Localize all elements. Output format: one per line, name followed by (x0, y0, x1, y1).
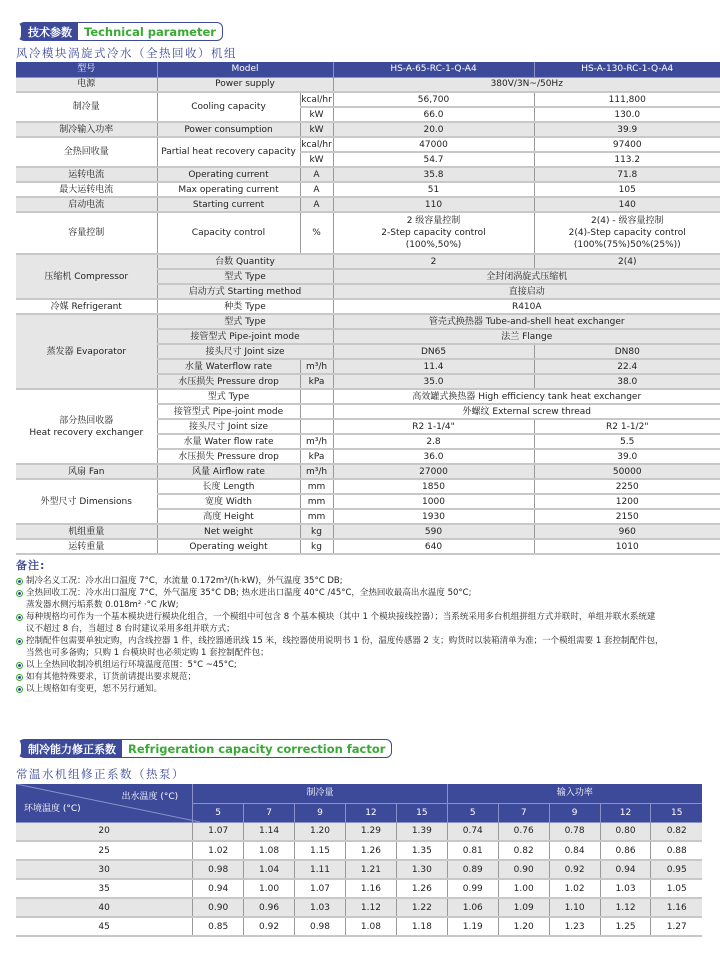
row-label: 接管型式 Pipe-joint mode (157, 404, 300, 419)
cooling-factor-cell: 1.11 (295, 860, 346, 879)
cell-value: 11.4 (333, 359, 534, 374)
cooling-factor-cell: 1.02 (193, 841, 244, 860)
ambient-temp-cell: 45 (16, 917, 193, 936)
row-label: 长度 Length (157, 479, 300, 494)
cell-value: 39.0 (534, 449, 720, 464)
cell-value: 高效罐式换热器 High efficiency tank heat exchanger (333, 389, 720, 404)
group-label-heat-exchanger: 部分热回收器 Heat recovery exchanger (16, 389, 157, 464)
cell-unit: mm (300, 494, 333, 509)
table-row (16, 917, 702, 936)
table-row (16, 464, 720, 479)
row-label-cn: 机组重量 (16, 524, 157, 539)
cooling-factor-cell: 1.39 (396, 822, 447, 841)
cooling-factor-cell: 0.92 (244, 917, 295, 936)
temp-header: 7 (498, 803, 549, 822)
row-label: 启动方式 Starting method (157, 284, 333, 299)
row-label: 风量 Airflow rate (157, 464, 300, 479)
table-row (16, 879, 702, 898)
note-text: 以上规格如有变更，恕不另行通知。 (26, 684, 163, 694)
row-label: 台数 Quantity (157, 254, 333, 269)
cell-value: 38.0 (534, 374, 720, 389)
power-factor-cell: 1.25 (600, 917, 651, 936)
cell-value: 110 (333, 197, 534, 212)
row-label-en: Max operating current (157, 182, 300, 197)
cell-value: 管壳式换热器 Tube-and-shell heat exchanger (333, 314, 720, 329)
cell-value: 35.0 (333, 374, 534, 389)
cell-unit: kPa (300, 374, 333, 389)
cooling-factor-cell: 1.20 (295, 822, 346, 841)
table-row (16, 314, 720, 329)
bullet-icon (16, 638, 23, 645)
note-text: 全热回收工况：冷水出口温度 7°C，外气温度 35°C DB; 热水进出口温度 40°C /45°C，全热回收最高出水温度 50°C; (26, 588, 472, 598)
row-label-cn: 电源 (16, 77, 157, 92)
cell-value: 130.0 (534, 107, 720, 122)
power-factor-cell: 1.16 (651, 898, 702, 917)
cell-value: 20.0 (333, 122, 534, 137)
spec-table (16, 62, 720, 555)
cell-value: 直接启动 (333, 284, 720, 299)
row-label-en: Operating current (157, 167, 300, 182)
power-factor-cell: 1.23 (549, 917, 600, 936)
cooling-factor-cell: 1.22 (396, 898, 447, 917)
group-header: 制冷量 (193, 784, 448, 803)
power-factor-cell: 0.86 (600, 841, 651, 860)
table-row (16, 539, 720, 554)
power-factor-cell: 0.88 (651, 841, 702, 860)
cell-value: 56,700 (333, 92, 534, 107)
cell-value: 1930 (333, 509, 534, 524)
section-badge-technical (16, 22, 223, 41)
row-label: 水量 Waterflow rate (157, 359, 300, 374)
note-item (16, 599, 716, 611)
temp-header: 15 (396, 803, 447, 822)
row-label-cn: 运转电流 (16, 167, 157, 182)
cell-value: 外螺纹 External screw thread (333, 404, 720, 419)
cooling-factor-cell: 0.98 (295, 917, 346, 936)
note-text: 控制配件包需要单独定购，内含线控器 1 件，线控器通讯线 15 米，线控器使用说明书 1 份，温度传感器 2 支；购货时以装箱清单为准；一个模组需要 1 套控制配件包， (26, 636, 664, 646)
cooling-factor-cell: 1.00 (244, 879, 295, 898)
cell-unit: mm (300, 479, 333, 494)
row-label-en: Capacity control (157, 212, 300, 254)
row-label: 型式 Type (157, 389, 300, 404)
table-row (16, 479, 720, 494)
row-label: 水压损失 Pressure drop (157, 374, 300, 389)
power-factor-cell: 1.27 (651, 917, 702, 936)
row-label-cn: 制冷输入功率 (16, 122, 157, 137)
cell-value: 113.2 (534, 152, 720, 167)
cell-value: 2250 (534, 479, 720, 494)
table-row (16, 92, 720, 107)
cell-value: 2.8 (333, 434, 534, 449)
cooling-factor-cell: 1.16 (345, 879, 396, 898)
table-row (16, 524, 720, 539)
cooling-factor-cell: 1.18 (396, 917, 447, 936)
table-row (16, 122, 720, 137)
cell-unit: m³/h (300, 434, 333, 449)
table-row (16, 212, 720, 254)
row-label-en: Cooling capacity (157, 92, 300, 122)
cell-value: 960 (534, 524, 720, 539)
table-row (16, 77, 720, 92)
temp-header: 15 (651, 803, 702, 822)
row-label: 接管型式 Pipe-joint mode (157, 329, 333, 344)
power-factor-cell: 0.95 (651, 860, 702, 879)
row-label-en: Operating weight (157, 539, 300, 554)
correction-table (16, 784, 702, 937)
cell-value: 1010 (534, 539, 720, 554)
cell-unit: kPa (300, 449, 333, 464)
power-factor-cell: 0.99 (447, 879, 498, 898)
row-label: 水量 Water flow rate (157, 434, 300, 449)
ambient-temp-cell: 35 (16, 879, 193, 898)
table-row (16, 860, 702, 879)
cell-value: DN80 (534, 344, 720, 359)
cell-unit: kg (300, 524, 333, 539)
cell-value: 1850 (333, 479, 534, 494)
row-label: 接头尺寸 Joint size (157, 344, 333, 359)
cell-value: 22.4 (534, 359, 720, 374)
cell-unit: m³/h (300, 359, 333, 374)
corner-bottom-label: 环境温度 (°C) (24, 803, 81, 814)
cell-value: 27000 (333, 464, 534, 479)
cooling-factor-cell: 0.90 (193, 898, 244, 917)
row-label-en: Power supply (157, 77, 333, 92)
cell-unit: A (300, 197, 333, 212)
note-item (16, 623, 716, 635)
cooling-factor-cell: 1.35 (396, 841, 447, 860)
row-label: 宽度 Width (157, 494, 300, 509)
row-label: 高度 Height (157, 509, 300, 524)
row-label-cn: 启动电流 (16, 197, 157, 212)
cell-value: 35.8 (333, 167, 534, 182)
badge-en: Technical parameter (78, 22, 223, 41)
cell-value: 640 (333, 539, 534, 554)
cell-value: R410A (333, 299, 720, 314)
group-header: 输入功率 (447, 784, 702, 803)
power-factor-cell: 1.09 (498, 898, 549, 917)
cooling-factor-cell: 0.96 (244, 898, 295, 917)
cell-unit: kW (300, 152, 333, 167)
cell-value: 590 (333, 524, 534, 539)
cell-value: 2(4) (534, 254, 720, 269)
group-label-evaporator: 蒸发器 Evaporator (16, 314, 157, 389)
badge-cn: 制冷能力修正系数 (16, 739, 122, 758)
power-factor-cell: 0.74 (447, 822, 498, 841)
row-label: 型式 Type (157, 314, 333, 329)
note-text: 如有其他特殊要求，订货前请提出要求规范； (26, 672, 197, 682)
cell-value: DN65 (333, 344, 534, 359)
power-factor-cell: 1.02 (549, 879, 600, 898)
cooling-factor-cell: 1.12 (345, 898, 396, 917)
note-item (16, 683, 716, 695)
bullet-icon (16, 614, 23, 621)
note-item (16, 659, 716, 671)
power-factor-cell: 0.92 (549, 860, 600, 879)
table-row (16, 841, 702, 860)
group-label-fan: 风扇 Fan (16, 464, 157, 479)
note-text: 蒸发器水侧污垢系数 0.018m² ·°C /kW; (26, 600, 179, 610)
row-label: 水压损失 Pressure drop (157, 449, 300, 464)
table-row (16, 822, 702, 841)
power-factor-cell: 0.94 (600, 860, 651, 879)
cooling-factor-cell: 1.08 (345, 917, 396, 936)
row-label-en: Net weight (157, 524, 300, 539)
cooling-factor-cell: 1.26 (396, 879, 447, 898)
cell-value: 39.9 (534, 122, 720, 137)
cooling-factor-cell: 1.21 (345, 860, 396, 879)
temp-header: 9 (549, 803, 600, 822)
corner-top-label: 出水温度 (°C) (121, 791, 179, 802)
note-item (16, 635, 716, 647)
cell-value: 66.0 (333, 107, 534, 122)
cell-value: 2150 (534, 509, 720, 524)
cell-value: 97400 (534, 137, 720, 152)
cell-unit: kcal/hr (300, 137, 333, 152)
power-factor-cell: 0.78 (549, 822, 600, 841)
corner-header (16, 784, 193, 822)
cell-value: 54.7 (333, 152, 534, 167)
note-text: 制冷名义工况：冷水出口温度 7°C，水流量 0.172m³/(h·kW)，外气温度 35°C DB; (26, 576, 343, 586)
table-row (16, 182, 720, 197)
note-text: 每种规格均可作为一个基本模块进行模块化组合，一个模组中可包含 8 个基本模块（其中 1 个模块接线控器）；当系统采用多台机组拼组方式并联时，单组并联水系统建 (26, 612, 656, 622)
row-label: 接头尺寸 Joint size (157, 419, 300, 434)
table-row (16, 254, 720, 269)
header-model-2: HS-A-130-RC-1-Q-A4 (534, 62, 720, 77)
row-label-cn: 运转重量 (16, 539, 157, 554)
cell-value: R2 1-1/2" (534, 419, 720, 434)
cooling-factor-cell: 1.08 (244, 841, 295, 860)
bullet-icon (16, 674, 23, 681)
power-factor-cell: 0.80 (600, 822, 651, 841)
note-item (16, 587, 716, 599)
ambient-temp-cell: 30 (16, 860, 193, 879)
ambient-temp-cell: 25 (16, 841, 193, 860)
notes (16, 560, 716, 695)
cooling-factor-cell: 0.94 (193, 879, 244, 898)
row-label-en: Partial heat recovery capacity (157, 137, 300, 167)
cell-value: 51 (333, 182, 534, 197)
note-text: 议不超过 8 台，当超过 8 台时建议采用多组并联方式； (26, 624, 235, 634)
cell-value: R2 1-1/4" (333, 419, 534, 434)
table-row (16, 137, 720, 152)
temp-header: 5 (447, 803, 498, 822)
header-model-cn: 型号 (16, 62, 157, 77)
power-factor-cell: 0.90 (498, 860, 549, 879)
power-factor-cell: 1.12 (600, 898, 651, 917)
cell-value: 2(4) - 级容量控制 2(4)-Step capacity control (100%(75%)50%(25%)) (534, 212, 720, 254)
notes-title: 备注: (16, 559, 46, 572)
cell-value: 36.0 (333, 449, 534, 464)
power-factor-cell: 1.05 (651, 879, 702, 898)
row-label-cn: 容量控制 (16, 212, 157, 254)
note-text: 以上全热回收制冷机组运行环境温度范围：5°C ~45°C; (26, 660, 237, 670)
header-model-1: HS-A-65-RC-1-Q-A4 (333, 62, 534, 77)
cooling-factor-cell: 1.04 (244, 860, 295, 879)
cell-unit: m³/h (300, 464, 333, 479)
power-factor-cell: 1.20 (498, 917, 549, 936)
row-label-cn: 最大运转电流 (16, 182, 157, 197)
power-factor-cell: 0.82 (498, 841, 549, 860)
cell-unit: kcal/hr (300, 92, 333, 107)
note-text: 当然也可多备购；只购 1 台模块时也必须定购 1 套控制配件包； (26, 648, 269, 658)
table-row (16, 898, 702, 917)
cell-value: 71.8 (534, 167, 720, 182)
power-factor-cell: 1.10 (549, 898, 600, 917)
spec-subtitle: 风冷模块涡旋式冷水（全热回收）机组 (16, 46, 237, 60)
header-model-en: Model (157, 62, 333, 77)
cell-unit: kW (300, 107, 333, 122)
cell-value: 47000 (333, 137, 534, 152)
group-label-refrigerant: 冷媒 Refrigerant (16, 299, 157, 314)
temp-header: 5 (193, 803, 244, 822)
cooling-factor-cell: 1.15 (295, 841, 346, 860)
note-item (16, 575, 716, 587)
table-row (16, 299, 720, 314)
row-label-cn: 全热回收量 (16, 137, 157, 167)
section-badge-correction (16, 739, 392, 758)
group-label-dimensions: 外型尺寸 Dimensions (16, 479, 157, 524)
row-label-cn: 制冷量 (16, 92, 157, 122)
cooling-factor-cell: 1.07 (193, 822, 244, 841)
row-label-en: Starting current (157, 197, 300, 212)
cell-value: 全封闭涡旋式压缩机 (333, 269, 720, 284)
bullet-icon (16, 590, 23, 597)
note-item (16, 647, 716, 659)
temp-header: 12 (345, 803, 396, 822)
table-row (16, 197, 720, 212)
cooling-factor-cell: 1.03 (295, 898, 346, 917)
power-factor-cell: 1.06 (447, 898, 498, 917)
cell-unit: kg (300, 539, 333, 554)
row-label: 种类 Type (157, 299, 333, 314)
cooling-factor-cell: 1.26 (345, 841, 396, 860)
cooling-factor-cell: 0.98 (193, 860, 244, 879)
power-factor-cell: 1.03 (600, 879, 651, 898)
table-row (16, 389, 720, 404)
cell-value: 140 (534, 197, 720, 212)
cell-value: 2 级容量控制 2-Step capacity control (100%,50%) (333, 212, 534, 254)
bullet-icon (16, 578, 23, 585)
cell-value: 50000 (534, 464, 720, 479)
cell-unit: A (300, 182, 333, 197)
note-item (16, 611, 716, 623)
power-factor-cell: 1.00 (498, 879, 549, 898)
row-label: 型式 Type (157, 269, 333, 284)
bullet-icon (16, 686, 23, 693)
cell-unit: mm (300, 509, 333, 524)
cooling-factor-cell: 1.07 (295, 879, 346, 898)
power-factor-cell: 1.19 (447, 917, 498, 936)
cell-unit: kW (300, 122, 333, 137)
power-factor-cell: 0.89 (447, 860, 498, 879)
cell-value: 2 (333, 254, 534, 269)
correction-subtitle: 常温水机组修正系数（热泵） (16, 767, 185, 781)
cooling-factor-cell: 1.29 (345, 822, 396, 841)
group-label-compressor: 压缩机 Compressor (16, 254, 157, 299)
temp-header: 7 (244, 803, 295, 822)
spec-header-row (16, 62, 720, 77)
power-factor-cell: 0.84 (549, 841, 600, 860)
power-factor-cell: 0.76 (498, 822, 549, 841)
cell-value: 1200 (534, 494, 720, 509)
power-factor-cell: 0.81 (447, 841, 498, 860)
row-label-en: Power consumption (157, 122, 300, 137)
badge-en: Refrigeration capacity correction factor (122, 739, 392, 758)
cell-unit: % (300, 212, 333, 254)
badge-cn: 技术参数 (16, 22, 78, 41)
bullet-icon (16, 662, 23, 669)
cell-value: 5.5 (534, 434, 720, 449)
cooling-factor-cell: 1.14 (244, 822, 295, 841)
cooling-factor-cell: 0.85 (193, 917, 244, 936)
temp-header: 12 (600, 803, 651, 822)
ambient-temp-cell: 40 (16, 898, 193, 917)
note-item (16, 671, 716, 683)
cell-value: 111,800 (534, 92, 720, 107)
cooling-factor-cell: 1.30 (396, 860, 447, 879)
notes-list (16, 575, 716, 695)
table-row (16, 167, 720, 182)
cell-value: 380V/3N~/50Hz (333, 77, 720, 92)
ambient-temp-cell: 20 (16, 822, 193, 841)
cell-value: 法兰 Flange (333, 329, 720, 344)
temp-header: 9 (295, 803, 346, 822)
power-factor-cell: 0.82 (651, 822, 702, 841)
cell-unit: A (300, 167, 333, 182)
cell-value: 105 (534, 182, 720, 197)
cell-value: 1000 (333, 494, 534, 509)
